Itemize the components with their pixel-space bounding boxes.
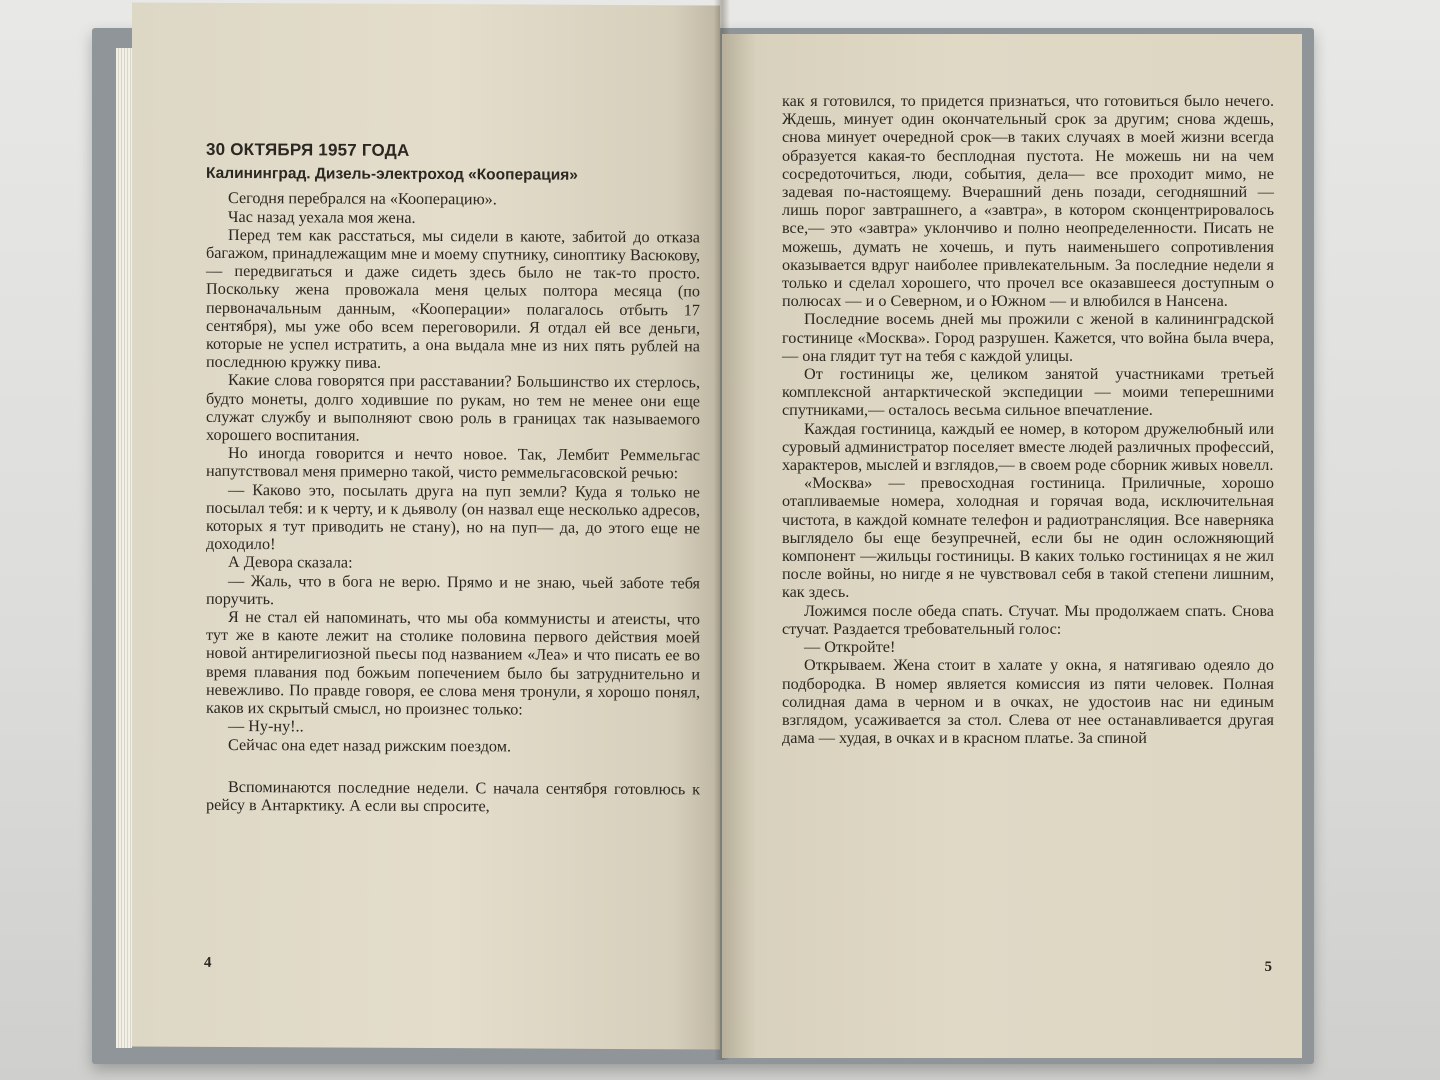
left-page [132,2,720,1049]
page-edges [116,48,132,1048]
paragraph: От гостиницы же, целиком занятой участниками третьей комплексной антарктической экспедиции — моими теперешними спутниками,— осталось весьма сильное впечатление. [782,365,1274,420]
paragraph: Я не стал ей напоминать, что мы оба коммунисты и атеисты, что тут же в каюте лежит на столике половина первого действия моей новой антирелигиозной пьесы под названием «Леа» и что писать ее во время плавания под божьим попечением было бы затруднительно и невежливо. По правде говоря, ее слова меня тронули, я хорошо понял, каков их скрытый смысл, но произнес только: [206,608,700,719]
paragraph: — Откройте! [804,638,896,657]
section-break [206,754,700,781]
paragraph-continued: как я готовился, то придется признаться, что готовиться было нечего. Ждешь, минует один окончательный срок за другим; снова ждешь, снова минует очередной срок—в таких случаях в моей жизни всегда образуется какая-то бесплодная пустота. Не можешь ни на чем сосредоточиться, люди, события, дела— все проходит мимо, не задевая по-настоящему. Вчерашний день позади, сегодняшний — лишь порог завтрашнего, а «завтра», в котором сконцентрировалось все,— это «завтра» уклончиво и полно неопределенности. Писать не можешь, думать не хочешь, и путь наименьшего сопротивления оказывается вдруг наиболее привлекательным. За последние недели я только и сделал хорошего, что прочел все оказавшееся доступным о полюсах — и о Северном, и о Южном — и влюбился в Нансена. [782,92,1274,311]
paragraph: Час назад уехала моя жена. [228,207,416,227]
paragraph: Ложимся после обеда спать. Стучат. Мы продолжаем спать. Снова стучат. Раздается требовательный голос: [782,601,1274,638]
chapter-location-subheading: Калининград. Дизель-электроход «Кооперация» [206,165,578,184]
paragraph: — Каково это, посылать друга на пуп земли? Куда я только не посылал тебя: и к черту, и к дьяволу (он назвал еще несколько адресов, которых я тут приводить не стану), но на пуп— да, до этого еще не доходило! [206,480,700,554]
paragraph: Перед тем как расстаться, мы сидели в каюте, забитой до отказа багажом, принадлежащим мне и моему спутнику, синоптику Васюкову,— передвигаться и даже сидеть здесь было не так-то просто. Поскольку жена провожала меня целых полтора месяца (по первоначальным данным, «Кооперации» полагалось отбыть 17 сентября), мы уже обо всем переговорили. Я отдал ей все деньги, которые не успел истратить, а она выдала мне из них пять рублей на последнюю кружку пива. [206,225,700,372]
paragraph: Сегодня перебрался на «Кооперацию». [228,189,497,209]
paragraph: Но иногда говорится и нечто новое. Так, Лембит Реммельгас напутствовал меня примерно такой, чисто реммельгасовской речью: [206,444,700,483]
paragraph: Сейчас она едет назад рижским поездом. [228,735,512,755]
page-number-left: 4 [204,954,212,971]
paragraph: Каждая гостиница, каждый ее номер, в котором дружелюбный или суровый администратор поселяет вместе людей различных профессий, характеров, мыслей и взглядов,— в своем роде сборник живых новелл. [782,419,1274,475]
right-page [722,34,1302,1058]
paragraph: — Ну-ну!.. [228,717,304,736]
right-page-text [782,92,1274,747]
paragraph: Открываем. Жена стоит в халате у окна, я натягиваю одеяло до подбородка. В номер является комиссия из пяти человек. Полная солидная дама в черном и в очках, не удостоив нас ни единым взглядом, усаживается за стол. Слева от нее останавливается другая дама — худая, в очках и в красном платье. За спиной [782,656,1274,748]
paragraph: А Девора сказала: [228,553,353,573]
paragraph: Какие слова говорятся при расставании? Большинство их стерлось, будто монеты, долго ходившие по рукам, но тем не менее они еще служат службу и выполняют свою роль в границах так называемого хорошего воспитания. [206,371,700,445]
paragraph: — Жаль, что в бога не верю. Прямо и не знаю, чьей заботе тебя поручить. [206,571,700,609]
paragraph: Последние восемь дней мы прожили с женой в калининградской гостинице «Москва». Город разрушен. Кажется, что война была вчера,— она глядит тут на тебя с каждой улицы. [782,310,1274,365]
chapter-date-heading: 30 ОКТЯБРЯ 1957 ГОДА [206,139,410,160]
left-page-text [206,141,700,817]
paragraph: «Москва» — превосходная гостиница. Приличные, хорошо отапливаемые номера, холодная и горячая вода, исключительная чистота, в каждой комнате телефон и радиотрансляция. Все наверняка выглядело бы еще безупречней, если бы не один осложняющий компонент —жильцы гостиницы. В каких только гостиницах я не жил после войны, но нигде я не чувствовал себя в такой степени лишним, как здесь. [782,474,1274,602]
page-number-right: 5 [1264,959,1272,975]
paragraph: Вспоминаются последние недели. С начала сентября готовлюсь к рейсу в Антарктику. А если вы спросите, [206,777,700,816]
